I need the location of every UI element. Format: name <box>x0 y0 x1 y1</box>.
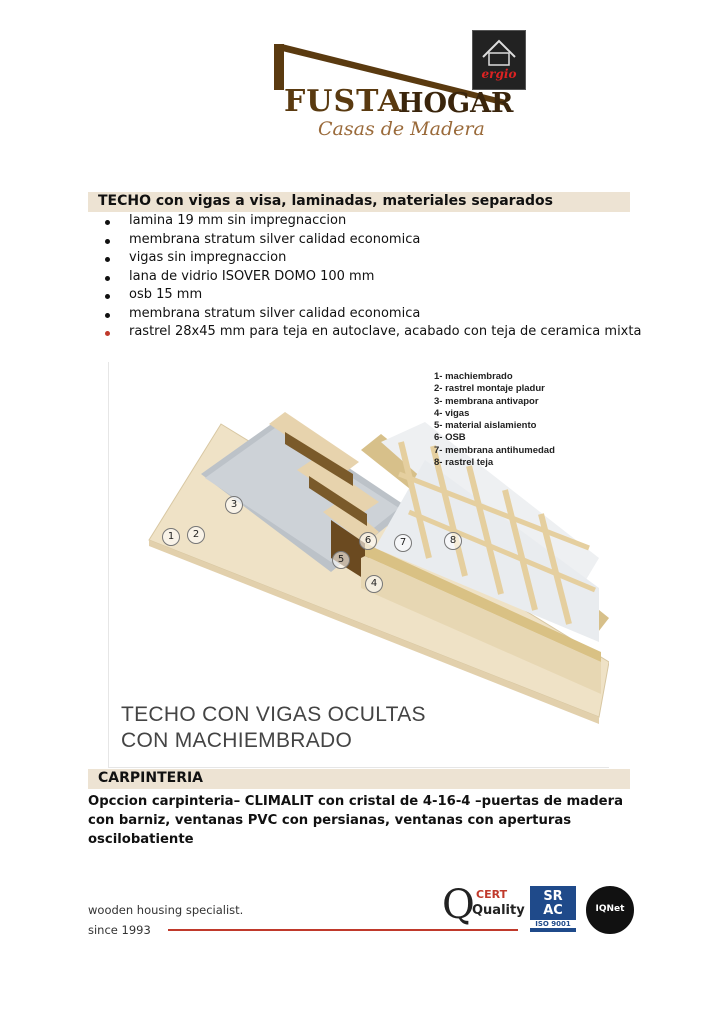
bullet-icon <box>105 331 110 336</box>
ergio-badge-text: ergio <box>481 67 517 81</box>
roof-layers-illustration <box>108 362 609 768</box>
cert-quality-logo <box>442 882 525 928</box>
list-item <box>102 269 641 288</box>
carpinteria-description: Opccion carpinteria– CLIMALIT con cristal de 4-16-4 –puertas de madera con barniz, ventanas PVC con persianas, ventanas con aperturas oscilobatiente <box>88 794 623 847</box>
cert-label: CERT <box>476 888 508 901</box>
iqnet-logo <box>586 886 634 934</box>
brand-subtitle: Casas de Madera <box>318 118 485 140</box>
marker-1: 1 <box>162 528 180 546</box>
list-item-text: rastrel 28x45 mm para teja en autoclave, acabado con teja de ceramica mixta <box>129 324 642 339</box>
marker-4: 4 <box>365 575 383 593</box>
list-item <box>102 250 641 269</box>
srac-sr: SR <box>543 889 563 904</box>
legend-item: 8- rastrel teja <box>434 457 494 469</box>
legend-item: 5- material aislamiento <box>434 420 537 432</box>
marker-6: 6 <box>359 532 377 550</box>
brand-name-left: FUSTA <box>284 84 403 119</box>
tagline-line2: since 1993 <box>88 923 151 937</box>
list-item <box>102 287 641 306</box>
diagram-caption <box>121 702 426 754</box>
legend-item: 6- OSB <box>434 432 466 444</box>
diagram-caption-line2: CON MACHIEMBRADO <box>121 729 353 752</box>
house-icon <box>473 31 525 71</box>
diagram-legend <box>434 371 555 469</box>
marker-8: 8 <box>444 532 462 550</box>
list-item <box>102 306 641 325</box>
srac-iso-logo <box>530 886 576 932</box>
list-item-text: membrana stratum silver calidad economica <box>129 305 421 321</box>
srac-ac: AC <box>543 903 563 918</box>
legend-item: 3- membrana antivapor <box>434 395 539 407</box>
carpinteria-heading: CARPINTERIA <box>98 770 204 786</box>
bullet-icon <box>105 294 110 299</box>
bullet-icon <box>105 220 110 225</box>
marker-7: 7 <box>394 534 412 552</box>
q-icon: Q <box>442 882 475 928</box>
diagram-caption-line1: TECHO CON VIGAS OCULTAS <box>121 703 426 726</box>
legend-item: 2- rastrel montaje pladur <box>434 383 545 395</box>
list-item <box>102 213 641 232</box>
bullet-icon <box>105 257 110 262</box>
legend-item: 7- membrana antihumedad <box>434 444 555 456</box>
tagline-line1: wooden housing specialist. <box>88 903 244 917</box>
brand-name-right: HOGAR <box>398 88 514 119</box>
quality-label: Quality <box>472 903 525 918</box>
iqnet-label: IQNet <box>595 904 625 914</box>
ergio-badge <box>472 30 526 90</box>
list-item-text: lamina 19 mm sin impregnaccion <box>129 213 347 228</box>
list-item-text: lana de vidrio ISOVER DOMO 100 mm <box>129 268 375 284</box>
list-item-text: vigas sin impregnaccion <box>129 250 287 265</box>
legend-item: 4- vigas <box>434 407 470 419</box>
marker-5: 5 <box>332 551 350 569</box>
list-item <box>102 324 641 343</box>
bullet-icon <box>105 239 110 244</box>
bullet-icon <box>105 313 110 318</box>
list-item-text: osb 15 mm <box>129 287 203 302</box>
carpinteria-section-header <box>88 769 630 789</box>
marker-3: 3 <box>225 496 243 514</box>
srac-iso: ISO 9001 <box>530 920 576 928</box>
list-item <box>102 232 641 251</box>
techo-feature-list <box>102 213 641 343</box>
legend-item: 1- machiembrado <box>434 371 513 382</box>
footer-divider <box>168 929 518 931</box>
techo-heading: TECHO con vigas a visa, laminadas, materiales separados <box>98 193 553 209</box>
techo-section-header <box>88 192 630 212</box>
footer-tagline <box>88 900 243 940</box>
marker-2: 2 <box>187 526 205 544</box>
company-logo <box>270 28 540 143</box>
bullet-icon <box>105 276 110 281</box>
list-item-text: membrana stratum silver calidad economica <box>129 231 421 247</box>
